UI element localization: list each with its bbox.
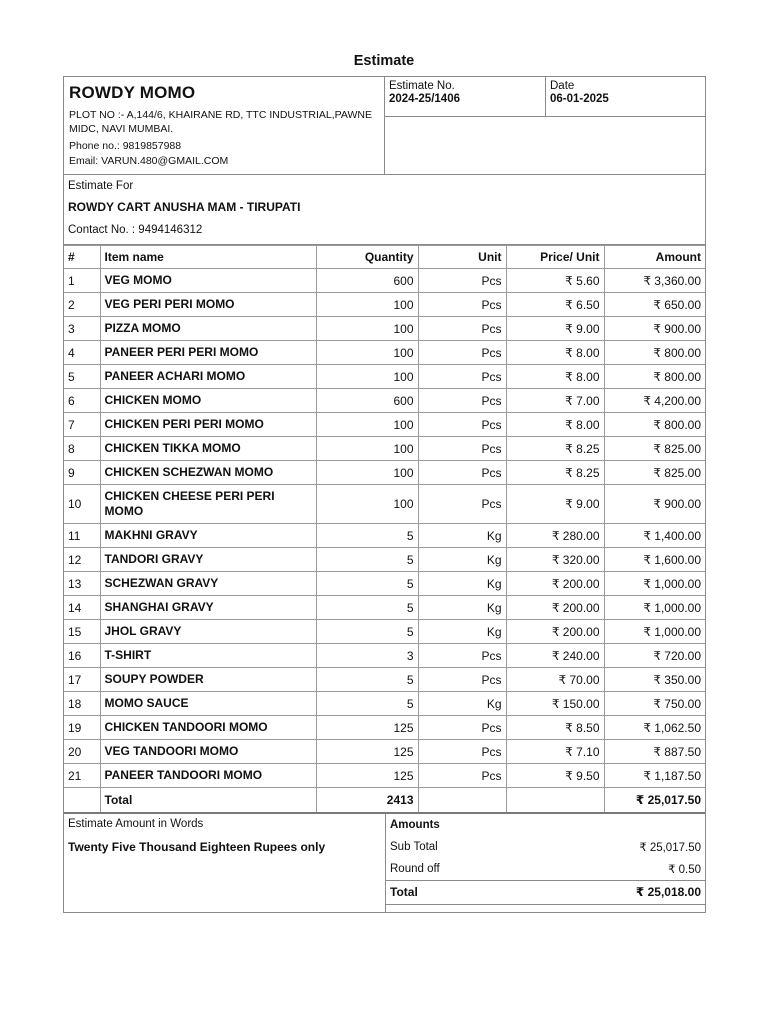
item-unit: Pcs — [418, 293, 506, 317]
item-quantity: 100 — [316, 461, 418, 485]
item-name: CHICKEN TIKKA MOMO — [100, 437, 316, 461]
row-number: 2 — [64, 293, 100, 317]
row-number: 13 — [64, 572, 100, 596]
row-number: 3 — [64, 317, 100, 341]
words-label: Estimate Amount in Words — [68, 817, 204, 830]
customer-name: ROWDY CART ANUSHA MAM - TIRUPATI — [68, 200, 301, 214]
item-name: CHICKEN TANDOORI MOMO — [100, 716, 316, 740]
item-price: ₹ 150.00 — [506, 692, 604, 716]
item-quantity: 100 — [316, 365, 418, 389]
item-quantity: 100 — [316, 293, 418, 317]
item-price: ₹ 200.00 — [506, 620, 604, 644]
item-name: PANEER TANDOORI MOMO — [100, 764, 316, 788]
item-price: ₹ 9.00 — [506, 317, 604, 341]
item-name: PANEER ACHARI MOMO — [100, 365, 316, 389]
row-number: 6 — [64, 389, 100, 413]
item-amount: ₹ 3,360.00 — [604, 269, 705, 293]
item-name: SOUPY POWDER — [100, 668, 316, 692]
item-name: TANDORI GRAVY — [100, 548, 316, 572]
row-number: 14 — [64, 596, 100, 620]
item-name: VEG MOMO — [100, 269, 316, 293]
row-number: 21 — [64, 764, 100, 788]
item-quantity: 5 — [316, 524, 418, 548]
table-row — [64, 548, 705, 572]
table-row — [64, 716, 705, 740]
estimate-number-cell — [385, 77, 546, 116]
item-price: ₹ 9.50 — [506, 764, 604, 788]
table-row — [64, 341, 705, 365]
grand-total-row — [386, 880, 705, 905]
item-amount: ₹ 1,600.00 — [604, 548, 705, 572]
subtotal-row — [386, 836, 705, 858]
item-amount: ₹ 1,000.00 — [604, 620, 705, 644]
row-number: 20 — [64, 740, 100, 764]
row-number: 9 — [64, 461, 100, 485]
item-unit: Pcs — [418, 269, 506, 293]
item-unit: Pcs — [418, 389, 506, 413]
col-header-number: # — [64, 246, 100, 269]
table-row — [64, 293, 705, 317]
item-quantity: 100 — [316, 413, 418, 437]
item-amount: ₹ 1,000.00 — [604, 572, 705, 596]
item-quantity: 125 — [316, 740, 418, 764]
item-name: VEG PERI PERI MOMO — [100, 293, 316, 317]
items-body — [64, 269, 705, 788]
row-number: 10 — [64, 485, 100, 524]
item-unit: Pcs — [418, 764, 506, 788]
item-price: ₹ 200.00 — [506, 572, 604, 596]
item-amount: ₹ 900.00 — [604, 317, 705, 341]
item-amount: ₹ 720.00 — [604, 644, 705, 668]
item-unit: Kg — [418, 620, 506, 644]
date-value: 06-01-2025 — [550, 93, 609, 105]
col-header-quantity: Quantity — [316, 246, 418, 269]
item-name: PIZZA MOMO — [100, 317, 316, 341]
item-name: MAKHNI GRAVY — [100, 524, 316, 548]
table-row — [64, 620, 705, 644]
item-amount: ₹ 1,400.00 — [604, 524, 705, 548]
row-number: 7 — [64, 413, 100, 437]
date-cell — [546, 77, 613, 116]
table-row — [64, 413, 705, 437]
item-amount: ₹ 800.00 — [604, 413, 705, 437]
item-name: CHICKEN SCHEZWAN MOMO — [100, 461, 316, 485]
item-amount: ₹ 887.50 — [604, 740, 705, 764]
row-number: 15 — [64, 620, 100, 644]
item-amount: ₹ 1,187.50 — [604, 764, 705, 788]
table-row — [64, 740, 705, 764]
item-amount: ₹ 1,062.50 — [604, 716, 705, 740]
item-quantity: 125 — [316, 716, 418, 740]
item-name: SHANGHAI GRAVY — [100, 596, 316, 620]
estimate-meta — [385, 77, 705, 174]
table-row — [64, 596, 705, 620]
item-quantity: 5 — [316, 596, 418, 620]
item-quantity: 5 — [316, 692, 418, 716]
total-unit-blank — [418, 788, 506, 813]
row-number: 17 — [64, 668, 100, 692]
table-total-row — [64, 788, 705, 813]
roundoff-label: Round off — [390, 862, 440, 875]
customer-contact: Contact No. : 9494146312 — [68, 224, 203, 236]
document-title: Estimate — [353, 53, 415, 69]
row-number: 5 — [64, 365, 100, 389]
table-row — [64, 764, 705, 788]
item-quantity: 100 — [316, 485, 418, 524]
subtotal-value: ₹ 25,017.50 — [639, 841, 701, 854]
total-price-blank — [506, 788, 604, 813]
item-unit: Pcs — [418, 644, 506, 668]
row-number: 16 — [64, 644, 100, 668]
row-number: 12 — [64, 548, 100, 572]
item-quantity: 100 — [316, 437, 418, 461]
item-name: CHICKEN PERI PERI MOMO — [100, 413, 316, 437]
item-unit: Pcs — [418, 716, 506, 740]
table-row — [64, 668, 705, 692]
item-unit: Pcs — [418, 365, 506, 389]
item-unit: Kg — [418, 548, 506, 572]
item-quantity: 5 — [316, 572, 418, 596]
col-header-amount: Amount — [604, 246, 705, 269]
item-name: CHICKEN MOMO — [100, 389, 316, 413]
amounts-heading — [386, 814, 705, 836]
table-row — [64, 692, 705, 716]
item-unit: Kg — [418, 572, 506, 596]
item-amount: ₹ 900.00 — [604, 485, 705, 524]
total-quantity: 2413 — [316, 788, 418, 813]
company-phone: Phone no.: 9819857988 — [69, 140, 182, 152]
estimate-number: 2024-25/1406 — [389, 93, 460, 105]
item-price: ₹ 8.00 — [506, 413, 604, 437]
grand-total-value: ₹ 25,018.00 — [635, 885, 701, 899]
item-amount: ₹ 800.00 — [604, 341, 705, 365]
item-unit: Pcs — [418, 341, 506, 365]
item-unit: Pcs — [418, 485, 506, 524]
item-price: ₹ 240.00 — [506, 644, 604, 668]
item-price: ₹ 9.00 — [506, 485, 604, 524]
item-name: VEG TANDOORI MOMO — [100, 740, 316, 764]
col-header-unit: Unit — [418, 246, 506, 269]
item-unit: Pcs — [418, 740, 506, 764]
amounts-summary — [386, 814, 705, 912]
item-unit: Pcs — [418, 461, 506, 485]
item-amount: ₹ 350.00 — [604, 668, 705, 692]
amounts-label: Amounts — [390, 818, 440, 831]
item-price: ₹ 8.00 — [506, 365, 604, 389]
table-row — [64, 389, 705, 413]
date-label: Date — [550, 80, 575, 92]
table-row — [64, 437, 705, 461]
item-unit: Kg — [418, 596, 506, 620]
item-quantity: 600 — [316, 269, 418, 293]
item-price: ₹ 5.60 — [506, 269, 604, 293]
item-unit: Pcs — [418, 668, 506, 692]
row-number: 4 — [64, 341, 100, 365]
table-header-row — [64, 246, 705, 269]
item-price: ₹ 7.10 — [506, 740, 604, 764]
item-quantity: 5 — [316, 548, 418, 572]
words-value: Twenty Five Thousand Eighteen Rupees only — [68, 839, 326, 854]
item-price: ₹ 7.00 — [506, 389, 604, 413]
roundoff-row — [386, 858, 705, 880]
item-amount: ₹ 825.00 — [604, 437, 705, 461]
item-price: ₹ 70.00 — [506, 668, 604, 692]
footer-section — [64, 814, 705, 912]
company-email: Email: VARUN.480@GMAIL.COM — [69, 155, 229, 167]
item-price: ₹ 6.50 — [506, 293, 604, 317]
meta-row — [385, 77, 705, 117]
item-name: SCHEZWAN GRAVY — [100, 572, 316, 596]
item-price: ₹ 8.50 — [506, 716, 604, 740]
table-row — [64, 644, 705, 668]
item-amount: ₹ 750.00 — [604, 692, 705, 716]
row-number: 18 — [64, 692, 100, 716]
amount-in-words — [64, 814, 386, 912]
row-number: 11 — [64, 524, 100, 548]
subtotal-label: Sub Total — [390, 840, 438, 853]
item-amount: ₹ 650.00 — [604, 293, 705, 317]
col-header-price: Price/ Unit — [506, 246, 604, 269]
item-name: JHOL GRAVY — [100, 620, 316, 644]
item-unit: Pcs — [418, 317, 506, 341]
item-quantity: 125 — [316, 764, 418, 788]
total-blank — [64, 788, 100, 813]
estimate-document — [63, 76, 706, 913]
item-quantity: 3 — [316, 644, 418, 668]
company-name: ROWDY MOMO — [69, 83, 196, 102]
item-amount: ₹ 825.00 — [604, 461, 705, 485]
item-price: ₹ 320.00 — [506, 548, 604, 572]
item-name: MOMO SAUCE — [100, 692, 316, 716]
col-header-item-name: Item name — [100, 246, 316, 269]
item-unit: Kg — [418, 692, 506, 716]
item-price: ₹ 8.00 — [506, 341, 604, 365]
estimate-number-label: Estimate No. — [389, 80, 455, 92]
item-price: ₹ 8.25 — [506, 437, 604, 461]
table-row — [64, 485, 705, 524]
item-name: T-SHIRT — [100, 644, 316, 668]
item-amount: ₹ 4,200.00 — [604, 389, 705, 413]
item-unit: Pcs — [418, 437, 506, 461]
item-unit: Kg — [418, 524, 506, 548]
item-name: PANEER PERI PERI MOMO — [100, 341, 316, 365]
item-unit: Pcs — [418, 413, 506, 437]
table-row — [64, 317, 705, 341]
table-row — [64, 461, 705, 485]
item-price: ₹ 200.00 — [506, 596, 604, 620]
total-amount: ₹ 25,017.50 — [604, 788, 705, 813]
item-quantity: 100 — [316, 317, 418, 341]
company-info — [64, 77, 385, 174]
item-quantity: 5 — [316, 620, 418, 644]
item-amount: ₹ 1,000.00 — [604, 596, 705, 620]
item-price: ₹ 280.00 — [506, 524, 604, 548]
row-number: 1 — [64, 269, 100, 293]
bill-to-section — [64, 175, 705, 245]
item-name: CHICKEN CHEESE PERI PERI MOMO — [100, 485, 316, 524]
item-quantity: 5 — [316, 668, 418, 692]
total-label: Total — [100, 788, 316, 813]
item-quantity: 600 — [316, 389, 418, 413]
roundoff-value: ₹ 0.50 — [668, 863, 701, 876]
bill-to-label: Estimate For — [68, 180, 134, 192]
grand-total-label: Total — [390, 885, 418, 899]
item-amount: ₹ 800.00 — [604, 365, 705, 389]
item-price: ₹ 8.25 — [506, 461, 604, 485]
table-row — [64, 524, 705, 548]
table-row — [64, 269, 705, 293]
items-table — [64, 245, 705, 814]
item-quantity: 100 — [316, 341, 418, 365]
table-row — [64, 365, 705, 389]
row-number: 19 — [64, 716, 100, 740]
company-address: PLOT NO :- A,144/6, KHAIRANE RD, TTC INDUSTRIAL,PAWNE MIDC, NAVI MUMBAI. — [69, 109, 373, 135]
table-row — [64, 572, 705, 596]
row-number: 8 — [64, 437, 100, 461]
header-section — [64, 77, 705, 175]
